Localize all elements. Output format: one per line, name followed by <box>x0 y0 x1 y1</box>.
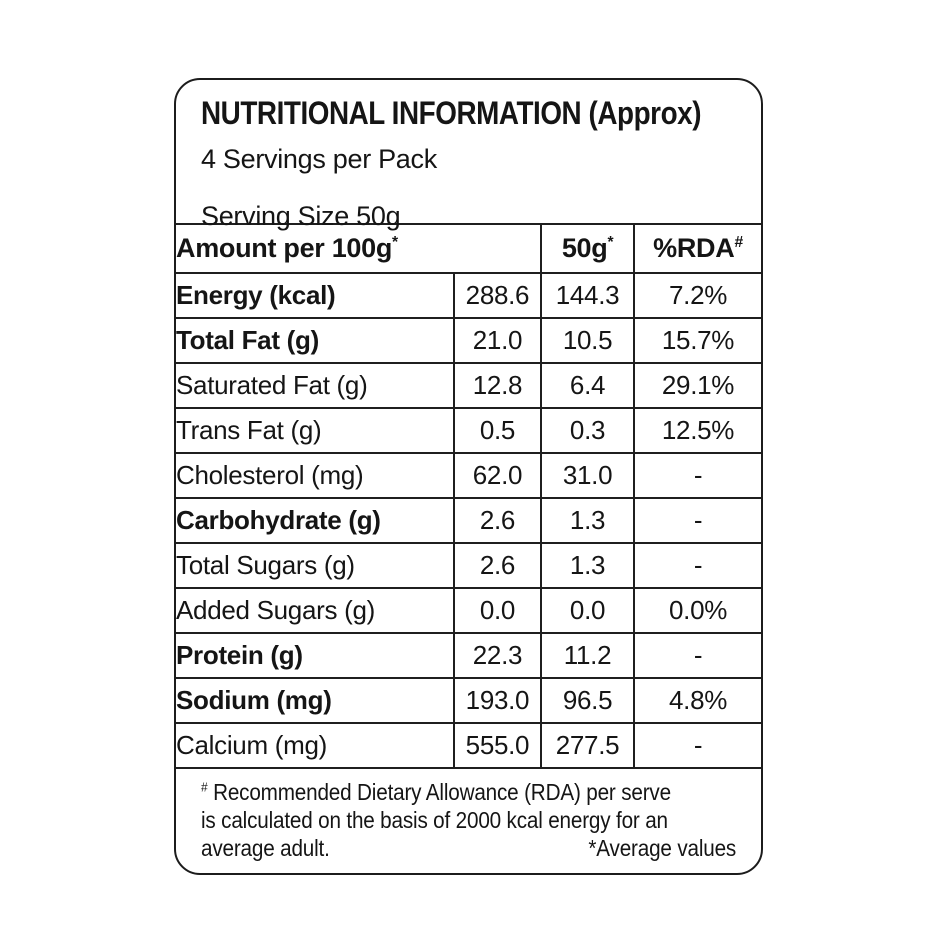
per-serving-header-asterisk: * <box>607 234 614 251</box>
table-row <box>176 678 761 723</box>
per-serving-header-text: 50g <box>561 233 608 263</box>
value-per-50g: 31.0 <box>541 453 634 498</box>
value-rda: - <box>634 498 761 543</box>
value-per-100g: 0.5 <box>454 408 541 453</box>
amount-header-asterisk: * <box>392 234 398 251</box>
value-rda: 4.8% <box>634 678 761 723</box>
value-per-100g: 288.6 <box>454 273 541 318</box>
value-per-50g: 1.3 <box>541 543 634 588</box>
row-label: Added Sugars (g) <box>176 588 454 633</box>
amount-header-text: Amount per 100g <box>176 233 393 263</box>
col-header-rda <box>634 224 761 273</box>
table-row <box>176 498 761 543</box>
table-row <box>176 408 761 453</box>
row-label: Trans Fat (g) <box>176 408 454 453</box>
rda-header-text: %RDA <box>653 233 735 263</box>
label-title: NUTRITIONAL INFORMATION (Approx) <box>201 95 702 131</box>
row-label: Sodium (mg) <box>176 678 454 723</box>
table-row <box>176 543 761 588</box>
value-per-50g: 1.3 <box>541 498 634 543</box>
average-values-note: *Average values <box>588 835 736 861</box>
col-header-50g <box>541 224 634 273</box>
value-per-100g: 555.0 <box>454 723 541 768</box>
label-footnote <box>176 769 761 862</box>
row-label: Carbohydrate (g) <box>176 498 454 543</box>
table-row <box>176 273 761 318</box>
value-per-50g: 144.3 <box>541 273 634 318</box>
table-row <box>176 588 761 633</box>
row-label: Total Sugars (g) <box>176 543 454 588</box>
row-label: Protein (g) <box>176 633 454 678</box>
value-per-50g: 10.5 <box>541 318 634 363</box>
value-rda: 15.7% <box>634 318 761 363</box>
value-rda: - <box>634 453 761 498</box>
table-row <box>176 318 761 363</box>
value-per-50g: 6.4 <box>541 363 634 408</box>
value-rda: 0.0% <box>634 588 761 633</box>
rda-header-hash: # <box>734 234 743 251</box>
footnote-line-2: is calculated on the basis of 2000 kcal energy for an <box>201 807 668 833</box>
value-rda: 7.2% <box>634 273 761 318</box>
label-header <box>176 80 761 231</box>
value-per-100g: 0.0 <box>454 588 541 633</box>
servings-per-pack: 4 Servings per Pack <box>201 144 437 174</box>
nutrition-label-box <box>174 78 763 875</box>
value-per-50g: 277.5 <box>541 723 634 768</box>
value-rda: - <box>634 723 761 768</box>
table-row <box>176 633 761 678</box>
row-label: Calcium (mg) <box>176 723 454 768</box>
footnote-line-3 <box>201 834 736 862</box>
value-rda: 29.1% <box>634 363 761 408</box>
value-rda: - <box>634 543 761 588</box>
row-label: Energy (kcal) <box>176 273 454 318</box>
value-rda: - <box>634 633 761 678</box>
footnote-text-1: Recommended Dietary Allowance (RDA) per serve <box>213 779 671 805</box>
table-row <box>176 363 761 408</box>
serving-size: Serving Size 50g <box>201 201 401 231</box>
value-per-50g: 11.2 <box>541 633 634 678</box>
rda-footnote-marker: # <box>201 779 208 795</box>
nutrition-table <box>176 223 761 769</box>
table-row <box>176 453 761 498</box>
row-label: Total Fat (g) <box>176 318 454 363</box>
value-per-50g: 96.5 <box>541 678 634 723</box>
value-per-100g: 2.6 <box>454 543 541 588</box>
value-per-50g: 0.3 <box>541 408 634 453</box>
table-row <box>176 723 761 768</box>
row-label: Saturated Fat (g) <box>176 363 454 408</box>
value-per-100g: 62.0 <box>454 453 541 498</box>
value-per-100g: 193.0 <box>454 678 541 723</box>
value-per-100g: 22.3 <box>454 633 541 678</box>
value-rda: 12.5% <box>634 408 761 453</box>
value-per-50g: 0.0 <box>541 588 634 633</box>
value-per-100g: 2.6 <box>454 498 541 543</box>
footnote-line-1 <box>201 778 683 806</box>
row-label: Cholesterol (mg) <box>176 453 454 498</box>
footnote-text-3: average adult. <box>201 835 330 861</box>
value-per-100g: 12.8 <box>454 363 541 408</box>
value-per-100g: 21.0 <box>454 318 541 363</box>
